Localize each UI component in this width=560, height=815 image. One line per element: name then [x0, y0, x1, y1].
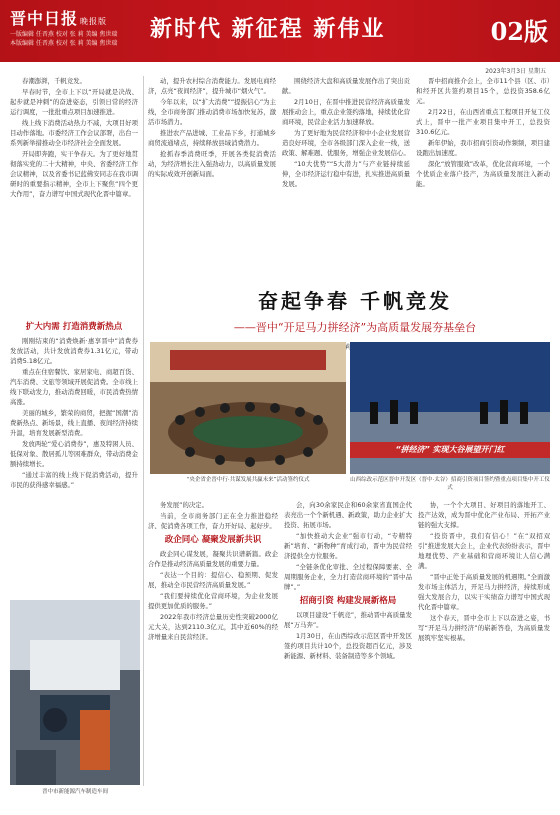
edition-number: 02版: [490, 17, 548, 46]
editor-line-1: 一版编辑 任晋燕 校对 张 莉 美编 焦世瑞: [10, 31, 118, 38]
paragraph: 线上线下消费活动热力不减，大项目好项目动作落地。市委经济工作会议部署，出台一系列新举措推动全市经济社会全面发展。: [10, 119, 138, 147]
paragraph: 开局即奔跑，实干争春天。为了更好地贯彻落实党的二十大精神，中央、省委经济工作会议精神，以及省委书记蓝佛安同志在我市调研时的重要指示精神，全市上下聚焦“四个更大作用”，奋力谱写中国式现代化晋中篇章。: [10, 150, 138, 198]
paragraph: 动，提升农村综合消费能力。发展电商经济，点亮“夜间经济”，提升城市“烟火气”。: [148, 77, 276, 95]
paragraph: 推进农产品进城、工业品下乡，打通城乡商贸流通堵点，持续释放县域消费潜力。: [148, 129, 276, 147]
headline-subtitle: ——晋中“开足马力拼经济”为高质量发展夯基垒台: [233, 321, 477, 334]
paragraph: 抢抓春季消费旺季，开展各类促消费活动，为经济增长注入强劲动力，以高质量发展的实际成效开创新局面。: [148, 150, 276, 178]
paragraph: 会，向30余家民企和60余家省直国企代表亮出一个个新机遇、新政策，助力企业扩大投资、拓展市场。: [284, 501, 412, 529]
paragraph: 2月22日，在山西省重点工程项目开复工仪式上，晋中一批产业项目集中开工，总投资310.6亿元。: [416, 108, 550, 136]
paragraph: “表达一个目的：提信心、稳预期、促发展，推动全市民营经济高质量发展。”: [148, 571, 278, 589]
article-column-5: [148, 500, 278, 795]
paragraph: “加快推动大企业”强市行动，“专精特新”培育、“新物种”育成行动，晋中为民营经济提供全方位服务。: [284, 532, 412, 560]
paragraph: 深化“放管服效”改革，优化营商环境，一个个优质企业落户投产，为高质量发展注入新动能。: [416, 160, 550, 188]
paragraph: 晋中招商推介会上，全市11个县（区、市）和经开区共签约项目15个，总投资358.6亿元。: [416, 77, 550, 105]
paragraph: 为了更好地为民营经济和中小企业发展营造良好环境，全市各级部门深入企业一线，送政策、解难题、优服务，增强企业发展信心。: [282, 129, 410, 157]
section-banner: 新时代 新征程 新伟业: [150, 16, 386, 42]
paragraph: 这个春天，晋中全市上下以奋进之姿，书写“开足马力拼经济”的崭新答卷，为高质量发展筑牢坚实根基。: [418, 614, 550, 642]
paragraph: 春潮澎湃，千帆竞发。: [22, 77, 86, 85]
editor-line-2: 本版编辑 任晋燕 校对 张 莉 美编 焦世瑞: [10, 40, 118, 47]
paragraph: 新年伊始，我市招商引资动作频频，项目建设跑出加速度。: [416, 139, 550, 157]
paragraph: 今年以来，以“扩大消费”“提振信心”为主线，全市商务部门推动消费市场加快复苏，激活市场潜力。: [148, 98, 276, 126]
paragraph: 政企同心谋发展，凝聚共识谱新篇。政企合作是推动经济高质量发展的重要力量。: [148, 550, 278, 568]
photo-caption-2: 山西综改示范区晋中开发区（晋中·太谷）招商引资项目签约暨重点项目集中开工仪式: [350, 477, 550, 491]
photo2-banner-text: “拼经济” 实现大谷展望开门红: [395, 445, 505, 454]
paragraph: 当前，全市商务部门正在全力推进稳经济、促消费各项工作，奋力开好局、起好步。: [148, 512, 278, 530]
paragraph: 务发展”的决定。: [160, 501, 209, 509]
article-column-4: [416, 76, 550, 276]
dateline: 2023年3月3日 星期五: [485, 68, 546, 75]
editor-info: [10, 30, 145, 48]
paragraph: “通过丰富的线上线下促消费活动，提升市民的获得感幸福感。”: [10, 471, 138, 489]
article-column-7: [418, 500, 550, 795]
factory-photo: [10, 600, 140, 785]
newspaper-logo: [10, 6, 107, 29]
logo-suffix: 晚报版: [80, 17, 108, 26]
paragraph: “晋中正处于高质量发展的机遇期。”全面激发市场主体活力，开足马力拼经济，持续形成强大发展合力，以实干实绩奋力谱写中国式现代化晋中篇章。: [418, 573, 550, 611]
paragraph: “全链条优化审批、全过程保障要素、全周期服务企业，全力打造营商环境的“晋中品牌”。”: [284, 563, 412, 591]
paragraph: 以项目建设“千帆竞”，推动晋中高质量发展“万马奔”。: [284, 611, 412, 629]
section-subheading: 扩大内需 打造消费新热点: [25, 322, 123, 332]
headline-title: 奋起争春 千帆竞发: [258, 289, 452, 313]
paragraph: 美丽的城乡，繁荣的商贸，把握“国潮”消费新热点、新场景，线上直播、夜间经济持续升温，培育发展新型消费。: [10, 409, 138, 437]
article-column-6: [284, 500, 412, 795]
meeting-scene-image: [150, 342, 346, 474]
article-column-1: [10, 76, 138, 316]
section-subheading: 招商引资 构建发展新格局: [299, 596, 397, 606]
meeting-photo: [150, 342, 346, 474]
signing-photo: [350, 342, 550, 474]
article-column-3: [282, 76, 410, 276]
paragraph: “投资晋中，我们有信心！”在“双招双引”推进发展大会上，企业代表纷纷表示，晋中地理优势、产业基础和营商环境让人信心满满。: [418, 532, 550, 570]
paragraph: 围绕经济大盘和高质量发展作出了突出贡献。: [282, 77, 410, 95]
paragraph: 协，一个个大项目、好项目的落地开工、投产达效，成为晋中优化产业布局、开拓产业链的强大支撑。: [418, 501, 550, 529]
paragraph: 刚刚结束的“消费焕新·惠享晋中”消费券发放活动，共计发放消费券1.31亿元，带动消费5.18亿元。: [10, 337, 138, 365]
factory-scene-image: [10, 600, 140, 785]
column-divider: [143, 76, 144, 786]
paragraph: 重点在住宿餐饮、家居家电、商超百货、汽车消费、文旅等领域开展促消费。全市线上线下联动发力，推动消费回暖，市民消费热情高涨。: [10, 368, 138, 406]
masthead: [0, 0, 560, 62]
photo-caption-3: 晋中市新能源汽车制造车间: [41, 789, 108, 795]
logo-text: 晋中日报: [10, 9, 79, 28]
article-column-1b: [10, 318, 138, 598]
article-column-2: [148, 76, 276, 276]
paragraph: “10大优势”“5大潜力”与产业链持续延伸，全市经济运行稳中有进，扎实推进高质量发展。: [282, 160, 410, 188]
paragraph: 发放两轮“爱心消费券”，惠及特困人员、低保对象、散居孤儿等困难群众，带动消费金额持续增长。: [10, 440, 138, 468]
byline: 张莉芬: [339, 344, 358, 351]
paragraph: 1月30日，在山西综改示范区晋中开发区签约项目共计10个，总投资超百亿元，涉及新能源、新材料、装备制造等多个领域。: [284, 632, 412, 660]
paragraph: 2月10日，在晋中推进民营经济高质量发展推动会上，重点企业签约落地，持续优化营商环境，民营企业活力加速释放。: [282, 98, 410, 126]
section-subheading: 政企同心 凝聚发展新共识: [164, 535, 262, 545]
paragraph: 早春时节，全市上下以“开局就是决战、起步就是冲刺”的奋进姿态，引领日常的经济运行调度，一批批重点项目加速推进。: [10, 88, 138, 116]
paragraph: “我们要持续优化营商环境，为企业发展提供更加优质的服务。”: [148, 592, 278, 610]
paragraph: 2022年我市经济总量历史性突破2000亿元大关，达到2110.3亿元，其中近60%的经济增量来自民营经济。: [148, 613, 278, 641]
photo-caption-1: “央企省企晋中行·共谋发展共赢未来”活动签约仪式: [186, 477, 310, 483]
